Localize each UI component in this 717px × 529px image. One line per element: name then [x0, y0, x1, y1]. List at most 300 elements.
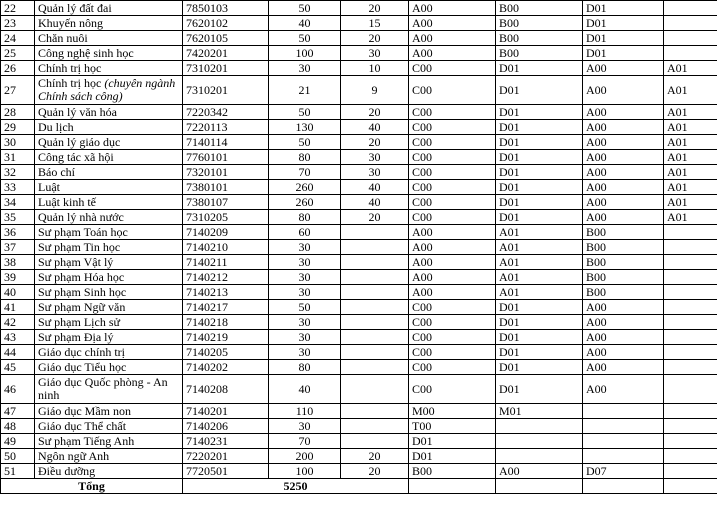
row-number-cell: 29 [1, 120, 35, 135]
subject-combo-2-cell: D01 [496, 180, 583, 195]
subject-combo-1-cell: A00 [409, 255, 496, 270]
program-code-cell: 7140231 [183, 434, 269, 449]
program-name-cell: Giáo dục Tiểu học [35, 360, 183, 375]
quota-cell: 80 [269, 210, 341, 225]
quota-secondary-cell: 30 [341, 46, 409, 61]
subject-combo-4-cell: A01 [664, 76, 717, 105]
quota-cell: 100 [269, 464, 341, 479]
subject-combo-2-cell: D01 [496, 61, 583, 76]
program-name-cell: Quản lý văn hóa [35, 105, 183, 120]
quota-secondary-cell: 9 [341, 76, 409, 105]
program-code-cell: 7140205 [183, 345, 269, 360]
subject-combo-1-cell: A00 [409, 31, 496, 46]
subject-combo-3-cell: D01 [583, 1, 664, 16]
program-code-cell: 7140213 [183, 285, 269, 300]
quota-secondary-cell [341, 300, 409, 315]
subject-combo-3-cell: A00 [583, 375, 664, 404]
subject-combo-3-cell [583, 419, 664, 434]
subject-combo-4-cell [664, 285, 717, 300]
program-code-cell: 7140209 [183, 225, 269, 240]
row-number-cell: 34 [1, 195, 35, 210]
program-code-cell: 7310205 [183, 210, 269, 225]
subject-combo-1-cell: A00 [409, 270, 496, 285]
program-name-cell: Quản lý đất đai [35, 1, 183, 16]
subject-combo-1-cell: C00 [409, 120, 496, 135]
program-code-cell: 7140208 [183, 375, 269, 404]
subject-combo-3-cell: B00 [583, 255, 664, 270]
quota-cell: 260 [269, 180, 341, 195]
quota-cell: 40 [269, 375, 341, 404]
quota-secondary-cell [341, 404, 409, 419]
subject-combo-2-cell: D01 [496, 345, 583, 360]
table-row [1, 225, 717, 240]
subject-combo-1-cell: C00 [409, 76, 496, 105]
subject-combo-3-cell: A00 [583, 76, 664, 105]
subject-combo-1-cell: A00 [409, 46, 496, 61]
total-empty-cell [664, 479, 717, 494]
program-name-cell: Giáo dục chính trị [35, 345, 183, 360]
quota-cell: 30 [269, 285, 341, 300]
subject-combo-4-cell [664, 330, 717, 345]
subject-combo-1-cell: A00 [409, 225, 496, 240]
subject-combo-4-cell [664, 1, 717, 16]
program-name-cell: Quản lý giáo dục [35, 135, 183, 150]
program-code-cell: 7140211 [183, 255, 269, 270]
program-name-cell: Sư phạm Hóa học [35, 270, 183, 285]
subject-combo-4-cell: A01 [664, 120, 717, 135]
subject-combo-3-cell: A00 [583, 150, 664, 165]
subject-combo-3-cell: A00 [583, 330, 664, 345]
subject-combo-2-cell: D01 [496, 195, 583, 210]
quota-cell: 30 [269, 255, 341, 270]
table-row [1, 1, 717, 16]
table-row [1, 31, 717, 46]
quota-secondary-cell: 40 [341, 195, 409, 210]
table-row [1, 180, 717, 195]
quota-cell: 30 [269, 270, 341, 285]
quota-secondary-cell: 20 [341, 105, 409, 120]
subject-combo-3-cell: B00 [583, 225, 664, 240]
subject-combo-3-cell [583, 404, 664, 419]
subject-combo-2-cell: A01 [496, 240, 583, 255]
program-name-cell: Luật [35, 180, 183, 195]
subject-combo-4-cell: A01 [664, 210, 717, 225]
subject-combo-4-cell [664, 240, 717, 255]
quota-cell: 30 [269, 419, 341, 434]
quota-secondary-cell [341, 285, 409, 300]
subject-combo-3-cell: A00 [583, 195, 664, 210]
program-code-cell: 7850103 [183, 1, 269, 16]
subject-combo-4-cell: A01 [664, 150, 717, 165]
quota-cell: 50 [269, 1, 341, 16]
quota-cell: 200 [269, 449, 341, 464]
row-number-cell: 37 [1, 240, 35, 255]
quota-secondary-cell [341, 315, 409, 330]
subject-combo-1-cell: C00 [409, 345, 496, 360]
quota-secondary-cell [341, 330, 409, 345]
program-code-cell: 7140210 [183, 240, 269, 255]
subject-combo-1-cell: A00 [409, 285, 496, 300]
subject-combo-1-cell: C00 [409, 315, 496, 330]
subject-combo-4-cell [664, 345, 717, 360]
total-row [1, 479, 717, 494]
row-number-cell: 48 [1, 419, 35, 434]
subject-combo-1-cell: C00 [409, 150, 496, 165]
subject-combo-1-cell: C00 [409, 375, 496, 404]
program-name-cell: Du lịch [35, 120, 183, 135]
subject-combo-3-cell: B00 [583, 240, 664, 255]
subject-combo-4-cell: A01 [664, 61, 717, 76]
program-code-cell: 7310201 [183, 76, 269, 105]
subject-combo-2-cell [496, 419, 583, 434]
quota-cell: 70 [269, 165, 341, 180]
subject-combo-4-cell [664, 404, 717, 419]
program-name-cell: Chính trị học [35, 61, 183, 76]
subject-combo-3-cell: A00 [583, 120, 664, 135]
subject-combo-1-cell: A00 [409, 1, 496, 16]
subject-combo-4-cell [664, 16, 717, 31]
subject-combo-1-cell: A00 [409, 16, 496, 31]
row-number-cell: 30 [1, 135, 35, 150]
row-number-cell: 25 [1, 46, 35, 61]
program-code-cell: 7140202 [183, 360, 269, 375]
table-row [1, 404, 717, 419]
program-name-cell: Ngôn ngữ Anh [35, 449, 183, 464]
row-number-cell: 36 [1, 225, 35, 240]
subject-combo-4-cell: A01 [664, 165, 717, 180]
program-name-cell: Sư phạm Toán học [35, 225, 183, 240]
subject-combo-3-cell [583, 434, 664, 449]
program-code-cell: 7620105 [183, 31, 269, 46]
subject-combo-4-cell [664, 31, 717, 46]
quota-secondary-cell: 10 [341, 61, 409, 76]
subject-combo-1-cell: A00 [409, 240, 496, 255]
program-code-cell: 7140212 [183, 270, 269, 285]
subject-combo-3-cell: A00 [583, 61, 664, 76]
program-name-cell: Quản lý nhà nước [35, 210, 183, 225]
program-name-cell: Sư phạm Sinh học [35, 285, 183, 300]
row-number-cell: 45 [1, 360, 35, 375]
subject-combo-1-cell: C00 [409, 61, 496, 76]
subject-combo-3-cell: A00 [583, 165, 664, 180]
program-code-cell: 7760101 [183, 150, 269, 165]
row-number-cell: 44 [1, 345, 35, 360]
table-row [1, 464, 717, 479]
table-row [1, 210, 717, 225]
table-row [1, 419, 717, 434]
subject-combo-4-cell [664, 360, 717, 375]
subject-combo-4-cell [664, 419, 717, 434]
subject-combo-4-cell [664, 255, 717, 270]
row-number-cell: 27 [1, 76, 35, 105]
subject-combo-2-cell [496, 449, 583, 464]
row-number-cell: 31 [1, 150, 35, 165]
quota-secondary-cell: 20 [341, 135, 409, 150]
table-row [1, 240, 717, 255]
subject-combo-2-cell: A00 [496, 464, 583, 479]
subject-combo-4-cell [664, 225, 717, 240]
program-code-cell: 7620102 [183, 16, 269, 31]
quota-secondary-cell: 30 [341, 150, 409, 165]
row-number-cell: 49 [1, 434, 35, 449]
table-row [1, 76, 717, 105]
subject-combo-2-cell: D01 [496, 210, 583, 225]
quota-cell: 80 [269, 360, 341, 375]
subject-combo-2-cell: B00 [496, 1, 583, 16]
subject-combo-1-cell: B00 [409, 464, 496, 479]
program-name-cell: Sư phạm Tin học [35, 240, 183, 255]
table-row [1, 375, 717, 404]
program-name-cell: Giáo dục Quốc phòng - An ninh [35, 375, 183, 404]
quota-cell: 30 [269, 240, 341, 255]
table-row [1, 61, 717, 76]
table-row [1, 285, 717, 300]
subject-combo-1-cell: C00 [409, 300, 496, 315]
subject-combo-2-cell: D01 [496, 360, 583, 375]
subject-combo-3-cell: A00 [583, 315, 664, 330]
table-row [1, 360, 717, 375]
subject-combo-4-cell [664, 270, 717, 285]
program-code-cell: 7140217 [183, 300, 269, 315]
row-number-cell: 50 [1, 449, 35, 464]
subject-combo-2-cell: D01 [496, 300, 583, 315]
row-number-cell: 51 [1, 464, 35, 479]
subject-combo-2-cell: D01 [496, 375, 583, 404]
subject-combo-1-cell: T00 [409, 419, 496, 434]
row-number-cell: 33 [1, 180, 35, 195]
quota-cell: 70 [269, 434, 341, 449]
table-row [1, 16, 717, 31]
subject-combo-1-cell: D01 [409, 449, 496, 464]
program-name-cell: Luật kinh tế [35, 195, 183, 210]
subject-combo-2-cell: D01 [496, 150, 583, 165]
subject-combo-4-cell [664, 375, 717, 404]
subject-combo-2-cell: D01 [496, 165, 583, 180]
quota-secondary-cell [341, 375, 409, 404]
program-name-cell: Giáo dục Mầm non [35, 404, 183, 419]
quota-secondary-cell: 40 [341, 120, 409, 135]
row-number-cell: 22 [1, 1, 35, 16]
subject-combo-3-cell: A00 [583, 300, 664, 315]
table-row [1, 165, 717, 180]
program-code-cell: 7380101 [183, 180, 269, 195]
subject-combo-2-cell [496, 434, 583, 449]
row-number-cell: 41 [1, 300, 35, 315]
total-empty-cell [496, 479, 583, 494]
row-number-cell: 42 [1, 315, 35, 330]
quota-secondary-cell [341, 270, 409, 285]
row-number-cell: 40 [1, 285, 35, 300]
subject-combo-3-cell: B00 [583, 285, 664, 300]
subject-combo-4-cell: A01 [664, 135, 717, 150]
subject-combo-2-cell: B00 [496, 46, 583, 61]
table-body [1, 1, 717, 479]
row-number-cell: 47 [1, 404, 35, 419]
quota-secondary-cell [341, 225, 409, 240]
quota-secondary-cell [341, 419, 409, 434]
subject-combo-1-cell: C00 [409, 135, 496, 150]
program-name-cell: Sư phạm Ngữ văn [35, 300, 183, 315]
quota-cell: 50 [269, 105, 341, 120]
subject-combo-1-cell: C00 [409, 105, 496, 120]
table-row [1, 120, 717, 135]
table-row [1, 300, 717, 315]
table-row [1, 315, 717, 330]
program-name-cell: Công nghệ sinh học [35, 46, 183, 61]
subject-combo-3-cell: A00 [583, 180, 664, 195]
quota-secondary-cell: 15 [341, 16, 409, 31]
row-number-cell: 38 [1, 255, 35, 270]
program-code-cell: 7140201 [183, 404, 269, 419]
quota-cell: 100 [269, 46, 341, 61]
subject-combo-2-cell: D01 [496, 105, 583, 120]
subject-combo-3-cell: D01 [583, 31, 664, 46]
table-row [1, 105, 717, 120]
table-row [1, 345, 717, 360]
program-code-cell: 7140219 [183, 330, 269, 345]
quota-secondary-cell: 40 [341, 180, 409, 195]
quota-cell: 30 [269, 61, 341, 76]
subject-combo-1-cell: C00 [409, 330, 496, 345]
subject-combo-3-cell: B00 [583, 270, 664, 285]
program-code-cell: 7320101 [183, 165, 269, 180]
quota-secondary-cell [341, 434, 409, 449]
program-name-cell: Sư phạm Địa lý [35, 330, 183, 345]
quota-cell: 110 [269, 404, 341, 419]
total-empty-cell [409, 479, 496, 494]
row-number-cell: 28 [1, 105, 35, 120]
row-number-cell: 43 [1, 330, 35, 345]
subject-combo-2-cell: A01 [496, 225, 583, 240]
quota-cell: 30 [269, 315, 341, 330]
program-code-cell: 7380107 [183, 195, 269, 210]
subject-combo-2-cell: A01 [496, 255, 583, 270]
quota-secondary-cell [341, 345, 409, 360]
quota-secondary-cell [341, 240, 409, 255]
subject-combo-2-cell: B00 [496, 16, 583, 31]
program-name-cell: Giáo dục Thể chất [35, 419, 183, 434]
program-name-cell: Khuyến nông [35, 16, 183, 31]
quota-cell: 80 [269, 150, 341, 165]
row-number-cell: 46 [1, 375, 35, 404]
subject-combo-2-cell: A01 [496, 270, 583, 285]
quota-cell: 60 [269, 225, 341, 240]
table-row [1, 46, 717, 61]
subject-combo-2-cell: D01 [496, 76, 583, 105]
quota-secondary-cell [341, 255, 409, 270]
quota-cell: 30 [269, 345, 341, 360]
quota-secondary-cell: 20 [341, 210, 409, 225]
subject-combo-2-cell: M01 [496, 404, 583, 419]
row-number-cell: 39 [1, 270, 35, 285]
program-name-cell: Sư phạm Tiếng Anh [35, 434, 183, 449]
subject-combo-4-cell [664, 300, 717, 315]
program-name-cell: Điều dưỡng [35, 464, 183, 479]
table-row [1, 449, 717, 464]
program-name-cell: Báo chí [35, 165, 183, 180]
table-row [1, 195, 717, 210]
program-name-cell: Công tác xã hội [35, 150, 183, 165]
program-code-cell: 7310201 [183, 61, 269, 76]
subject-combo-4-cell [664, 464, 717, 479]
quota-cell: 40 [269, 16, 341, 31]
subject-combo-2-cell: D01 [496, 315, 583, 330]
subject-combo-1-cell: M00 [409, 404, 496, 419]
table-row [1, 150, 717, 165]
program-code-cell: 7220342 [183, 105, 269, 120]
subject-combo-4-cell [664, 434, 717, 449]
subject-combo-3-cell: A00 [583, 360, 664, 375]
subject-combo-1-cell: D01 [409, 434, 496, 449]
quota-secondary-cell: 30 [341, 165, 409, 180]
quota-secondary-cell: 20 [341, 31, 409, 46]
subject-combo-3-cell: A00 [583, 345, 664, 360]
subject-combo-4-cell: A01 [664, 195, 717, 210]
subject-combo-2-cell: D01 [496, 135, 583, 150]
program-name-cell [35, 76, 183, 105]
row-number-cell: 35 [1, 210, 35, 225]
quota-secondary-cell [341, 360, 409, 375]
quota-cell: 50 [269, 135, 341, 150]
quota-cell: 260 [269, 195, 341, 210]
quota-secondary-cell: 20 [341, 464, 409, 479]
subject-combo-1-cell: C00 [409, 180, 496, 195]
program-name-note: (chuyên ngành Chính sách công) [38, 76, 176, 103]
quota-cell: 21 [269, 76, 341, 105]
subject-combo-2-cell: D01 [496, 330, 583, 345]
program-name: Chính trị học [38, 76, 102, 90]
subject-combo-1-cell: C00 [409, 195, 496, 210]
program-code-cell: 7140114 [183, 135, 269, 150]
subject-combo-3-cell: A00 [583, 105, 664, 120]
program-code-cell: 7720501 [183, 464, 269, 479]
quota-cell: 30 [269, 330, 341, 345]
row-number-cell: 24 [1, 31, 35, 46]
quota-secondary-cell: 20 [341, 449, 409, 464]
table-row [1, 270, 717, 285]
subject-combo-3-cell [583, 449, 664, 464]
subject-combo-1-cell: C00 [409, 210, 496, 225]
subject-combo-3-cell: D01 [583, 16, 664, 31]
subject-combo-3-cell: D01 [583, 46, 664, 61]
subject-combo-3-cell: D07 [583, 464, 664, 479]
quota-cell: 50 [269, 31, 341, 46]
subject-combo-4-cell: A01 [664, 105, 717, 120]
total-label: Tổng [1, 479, 183, 494]
quota-secondary-cell: 20 [341, 1, 409, 16]
subject-combo-3-cell: A00 [583, 135, 664, 150]
subject-combo-3-cell: A00 [583, 210, 664, 225]
subject-combo-4-cell: A01 [664, 180, 717, 195]
quota-cell: 130 [269, 120, 341, 135]
program-name-cell: Sư phạm Vật lý [35, 255, 183, 270]
table-row [1, 330, 717, 345]
total-value: 5250 [183, 479, 409, 494]
row-number-cell: 23 [1, 16, 35, 31]
row-number-cell: 32 [1, 165, 35, 180]
row-number-cell: 26 [1, 61, 35, 76]
table-row [1, 434, 717, 449]
program-name-cell: Chăn nuôi [35, 31, 183, 46]
total-empty-cell [583, 479, 664, 494]
subject-combo-1-cell: C00 [409, 165, 496, 180]
subject-combo-1-cell: C00 [409, 360, 496, 375]
program-code-cell: 7220201 [183, 449, 269, 464]
subject-combo-2-cell: D01 [496, 120, 583, 135]
table-row [1, 255, 717, 270]
program-code-cell: 7140218 [183, 315, 269, 330]
subject-combo-4-cell [664, 449, 717, 464]
